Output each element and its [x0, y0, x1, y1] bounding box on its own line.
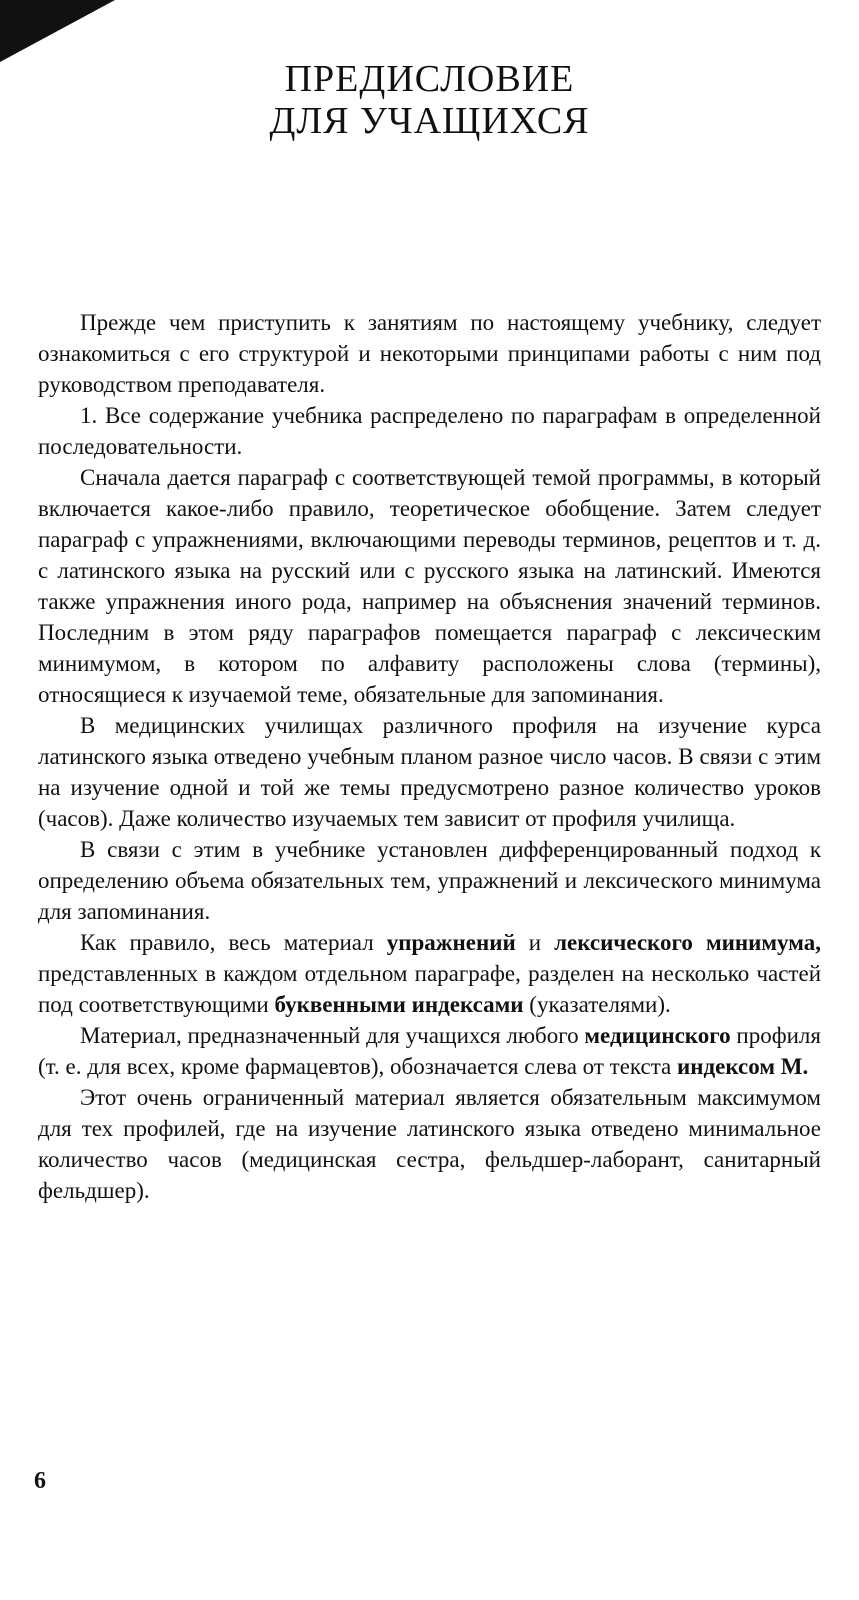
scan-corner-mark [0, 0, 115, 62]
paragraph-hours: В медицинских училищах различного профиля на изучение курса латинского языка отведено учебным планом разное число часов. В связи с этим на изучение одной и той же темы предусмотрено разное количество уроков (часов). Даже количество изучаемых тем зависит от профиля училища. [38, 713, 821, 831]
text-run: и [515, 930, 555, 955]
paragraph-intro: Прежде чем приступить к занятиям по настоящему учебнику, следует ознакомиться с его структурой и некоторыми принципами работы с ним под руководством преподавателя. [38, 310, 821, 397]
bold-term-medical: медицинского [584, 1023, 731, 1048]
bold-term-letter-indexes: буквенными индексами [274, 992, 524, 1017]
paragraph-differentiated: В связи с этим в учебнике установлен дифференцированный подход к определению объема обязательных тем, упражнений и лексического минимума для запоминания. [38, 837, 821, 924]
paragraph-1: 1. Все содержание учебника распределено по параграфам в определенной последовательности. [38, 403, 821, 459]
paragraph-maximum: Этот очень ограниченный материал является обязательным максимумом для тех профилей, где на изучение латинского языка отведено минимальное количество часов (медицинская сестра, фельдшер-лаборант, санитарный фельдшер). [38, 1085, 821, 1203]
body-text [38, 307, 821, 1206]
text-run: профиля (т. е. для всех, кроме фармацевтов), обозначается слева от текста [38, 1023, 821, 1079]
title-line-2: ДЛЯ УЧАЩИХСЯ [269, 100, 590, 142]
text-run: представленных в каждом отдельном параграфе, разделен на несколько частей под соответствующими [38, 961, 821, 1017]
text-run: Материал, предназначенный для учащихся любого [80, 1023, 585, 1048]
paragraph-index-m [38, 1020, 821, 1082]
paragraph-indexes [38, 927, 821, 1020]
page-number: 6 [34, 1468, 46, 1494]
title-line-1: ПРЕДИСЛОВИЕ [284, 58, 575, 100]
text-run: (указателями). [523, 992, 671, 1017]
paragraph-structure: Сначала дается параграф с соответствующей темой программы, в который включается какое-либо правило, теоретическое обобщение. Затем следует параграф с упражнениями, включающими переводы терминов, рецептов и т. д. с латинского языка на русский или с русского языка на латинский. Имеются также упражнения иного рода, например на объяснения значений терминов. Последним в этом ряду параграфов помещается параграф с лексическим минимумом, в котором по алфавиту расположены слова (термины), относящиеся к изучаемой теме, обязательные для запоминания. [38, 465, 821, 707]
bold-term-index-m: индексом М. [677, 1054, 809, 1079]
text-run: Как правило, весь материал [80, 930, 387, 955]
bold-term-lexical-minimum: лексического минимума, [554, 930, 821, 955]
page-title [0, 58, 859, 142]
bold-term-exercises: упражнений [386, 930, 516, 955]
